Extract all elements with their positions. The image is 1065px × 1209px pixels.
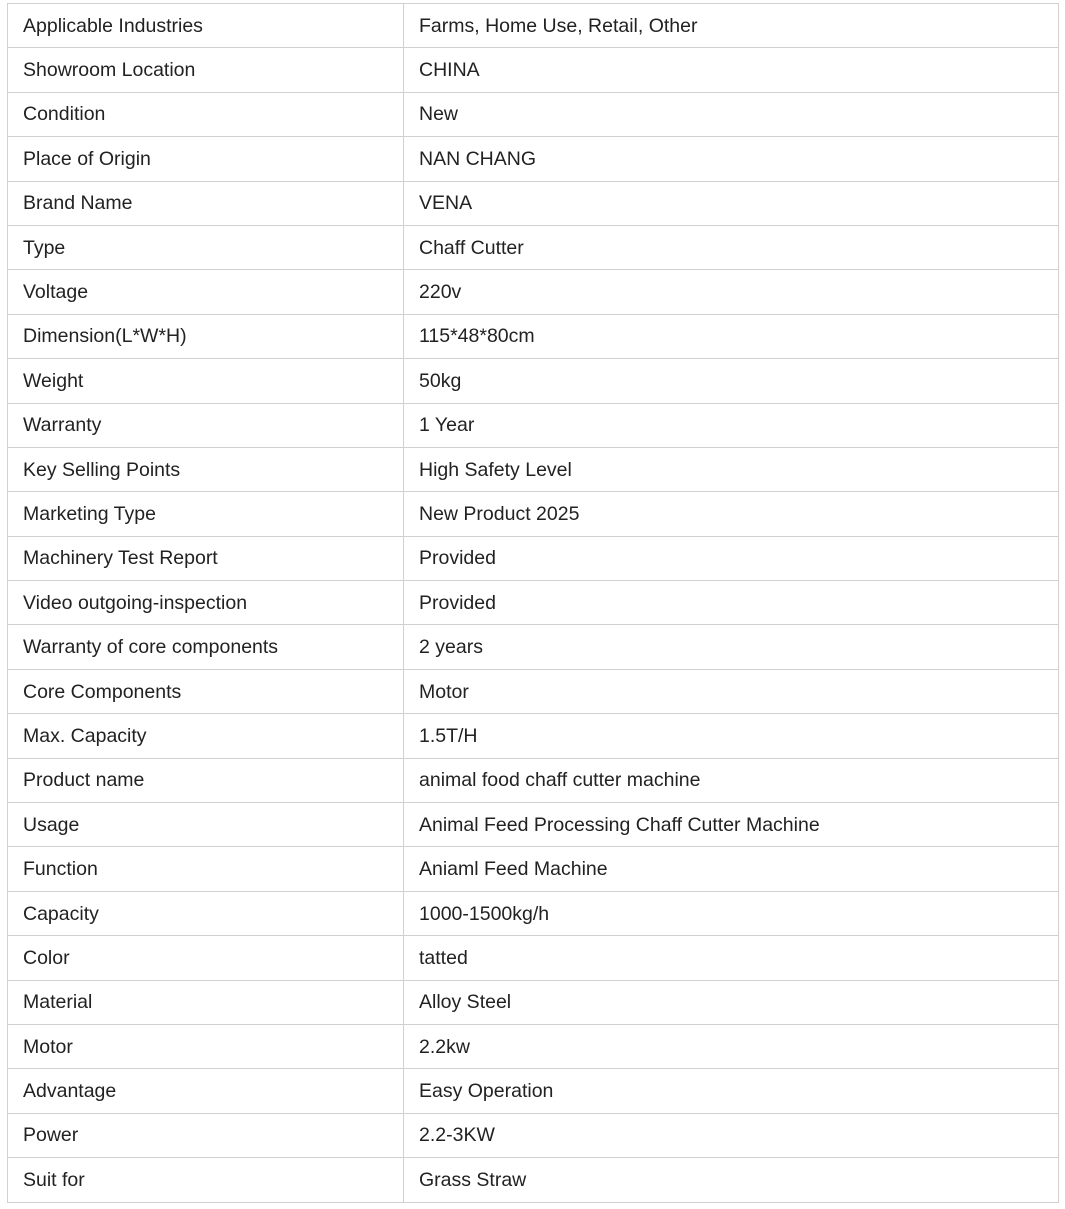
spec-label: Max. Capacity <box>8 714 404 758</box>
spec-value: 50kg <box>404 359 1059 403</box>
spec-row <box>8 714 1059 758</box>
spec-row <box>8 314 1059 358</box>
spec-value: Easy Operation <box>404 1069 1059 1113</box>
spec-row <box>8 847 1059 891</box>
spec-value: 1.5T/H <box>404 714 1059 758</box>
spec-label: Power <box>8 1113 404 1157</box>
spec-value: 2.2-3KW <box>404 1113 1059 1157</box>
spec-value: Provided <box>404 536 1059 580</box>
spec-value: tatted <box>404 936 1059 980</box>
spec-label: Suit for <box>8 1158 404 1202</box>
spec-label: Voltage <box>8 270 404 314</box>
spec-label: Applicable Industries <box>8 4 404 48</box>
spec-row <box>8 48 1059 92</box>
spec-row <box>8 225 1059 269</box>
spec-label: Key Selling Points <box>8 447 404 491</box>
spec-value: Grass Straw <box>404 1158 1059 1202</box>
specifications-table <box>7 3 1059 1203</box>
spec-label: Marketing Type <box>8 492 404 536</box>
spec-label: Brand Name <box>8 181 404 225</box>
spec-label: Place of Origin <box>8 137 404 181</box>
spec-row <box>8 447 1059 491</box>
spec-row <box>8 669 1059 713</box>
spec-row <box>8 492 1059 536</box>
spec-value: High Safety Level <box>404 447 1059 491</box>
spec-row <box>8 137 1059 181</box>
spec-value: Provided <box>404 581 1059 625</box>
spec-row <box>8 891 1059 935</box>
spec-label: Warranty of core components <box>8 625 404 669</box>
spec-value: Animal Feed Processing Chaff Cutter Machine <box>404 803 1059 847</box>
spec-value: NAN CHANG <box>404 137 1059 181</box>
spec-label: Color <box>8 936 404 980</box>
spec-label: Showroom Location <box>8 48 404 92</box>
spec-label: Motor <box>8 1024 404 1068</box>
spec-row <box>8 359 1059 403</box>
spec-value: 2 years <box>404 625 1059 669</box>
spec-label: Video outgoing-inspection <box>8 581 404 625</box>
spec-value: VENA <box>404 181 1059 225</box>
spec-row <box>8 1024 1059 1068</box>
spec-label: Material <box>8 980 404 1024</box>
spec-row <box>8 4 1059 48</box>
spec-row <box>8 536 1059 580</box>
spec-row <box>8 758 1059 802</box>
spec-label: Usage <box>8 803 404 847</box>
spec-value: Aniaml Feed Machine <box>404 847 1059 891</box>
spec-row <box>8 980 1059 1024</box>
spec-label: Dimension(L*W*H) <box>8 314 404 358</box>
specifications-table-body <box>8 4 1059 1203</box>
spec-value: 2.2kw <box>404 1024 1059 1068</box>
spec-row <box>8 1069 1059 1113</box>
spec-value: CHINA <box>404 48 1059 92</box>
spec-label: Product name <box>8 758 404 802</box>
spec-label: Function <box>8 847 404 891</box>
spec-row <box>8 625 1059 669</box>
spec-label: Type <box>8 225 404 269</box>
spec-label: Warranty <box>8 403 404 447</box>
spec-value: 220v <box>404 270 1059 314</box>
spec-value: Alloy Steel <box>404 980 1059 1024</box>
spec-value: animal food chaff cutter machine <box>404 758 1059 802</box>
spec-value: New <box>404 92 1059 136</box>
spec-label: Condition <box>8 92 404 136</box>
spec-row <box>8 936 1059 980</box>
spec-value: New Product 2025 <box>404 492 1059 536</box>
spec-row <box>8 803 1059 847</box>
spec-row <box>8 181 1059 225</box>
spec-label: Core Components <box>8 669 404 713</box>
spec-row <box>8 403 1059 447</box>
spec-value: 1000-1500kg/h <box>404 891 1059 935</box>
spec-value: 1 Year <box>404 403 1059 447</box>
spec-label: Weight <box>8 359 404 403</box>
spec-value: Motor <box>404 669 1059 713</box>
spec-value: Chaff Cutter <box>404 225 1059 269</box>
spec-row <box>8 92 1059 136</box>
spec-label: Machinery Test Report <box>8 536 404 580</box>
spec-label: Advantage <box>8 1069 404 1113</box>
spec-row <box>8 1113 1059 1157</box>
spec-row <box>8 270 1059 314</box>
spec-row <box>8 581 1059 625</box>
spec-row <box>8 1158 1059 1202</box>
spec-value: Farms, Home Use, Retail, Other <box>404 4 1059 48</box>
spec-value: 115*48*80cm <box>404 314 1059 358</box>
spec-label: Capacity <box>8 891 404 935</box>
